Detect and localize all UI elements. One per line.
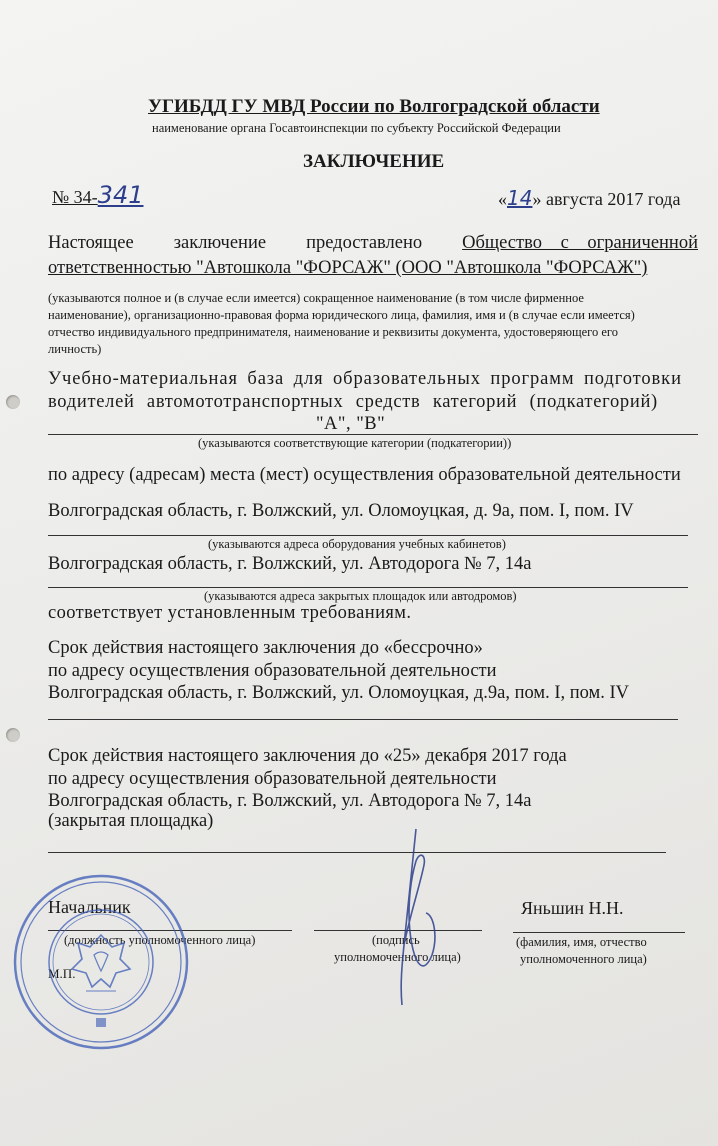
validity-2-underline (48, 852, 666, 853)
handwritten-signature-icon (380, 825, 450, 1010)
document-date (498, 186, 680, 210)
document-number (52, 181, 143, 209)
position-caption: (должность уполномоченного лица) (64, 933, 256, 947)
date-rest: » августа 2017 года (532, 189, 681, 209)
date-day-handwritten: 14 (507, 186, 533, 210)
base-categories: "А", "В" (316, 414, 386, 434)
stamp-place-mark: М.П. (48, 966, 76, 981)
binder-hole-bottom (6, 728, 20, 742)
document-title: ЗАКЛЮЧЕНИЕ (303, 151, 445, 172)
address-2-underline (48, 587, 688, 588)
intro-word-3: предоставлено (306, 233, 423, 253)
conformity-statement: соответствует установленным требованиям. (48, 603, 412, 623)
address-1-caption: (указываются адреса оборудования учебных кабинетов) (208, 537, 506, 551)
address-2: Волгоградская область, г. Волжский, ул. Автодорога № 7, 14а (48, 554, 532, 574)
intro-caption-2: наименование), организационно-правовая форма юридического лица, фамилия, имя и (в случае если имеется) (48, 308, 635, 322)
authority-name: УГИБДД ГУ МВД России по Волгоградской области (148, 96, 600, 117)
signature-caption-1: (подпись (372, 933, 420, 947)
name-caption-2: уполномоченного лица) (520, 952, 647, 966)
validity-1-line-1: Срок действия настоящего заключения до «бессрочно» (48, 638, 483, 658)
official-stamp-icon (12, 873, 190, 1051)
validity-2-line-4: (закрытая площадка) (48, 811, 214, 831)
signatory-position: Начальник (48, 897, 131, 917)
address-1: Волгоградская область, г. Волжский, ул. Оломоуцкая, д. 9а, пом. I, пом. IV (48, 501, 634, 521)
number-prefix: № 34- (52, 187, 98, 207)
base-caption: (указываются соответствующие категории (подкатегории)) (198, 436, 512, 450)
intro-word-1: Настоящее (48, 233, 134, 253)
validity-1-line-3: Волгоградская область, г. Волжский, ул. Оломоуцкая, д.9а, пом. I, пом. IV (48, 683, 630, 703)
signatory-name: Яньшин Н.Н. (521, 898, 624, 918)
validity-2-line-1: Срок действия настоящего заключения до «25» декабря 2017 года (48, 746, 567, 766)
base-line-2: водителей автомототранспортных средств категорий (подкатегорий) (48, 392, 658, 412)
intro-org-start: Общество с ограниченной (462, 233, 698, 253)
validity-1-underline (48, 719, 678, 720)
number-handwritten: 341 (97, 181, 144, 209)
address-1-underline (48, 535, 688, 536)
intro-word-2: заключение (173, 233, 267, 253)
intro-caption-4: личность) (48, 342, 102, 356)
validity-2-line-3: Волгоградская область, г. Волжский, ул. Автодорога № 7, 14а (48, 791, 532, 811)
address-intro: по адресу (адресам) места (мест) осуществления образовательной деятельности (48, 465, 681, 485)
binder-hole-top (6, 395, 20, 409)
validity-2-line-2: по адресу осуществления образовательной деятельности (48, 769, 497, 789)
base-line-1: Учебно-материальная база для образовательных программ подготовки (48, 369, 682, 389)
intro-caption-1: (указываются полное и (в случае если имеется) сокращенное наименование (в том числе фирменное (48, 291, 584, 305)
intro-caption-3: отчество индивидуального предпринимателя, наименование и реквизиты документа, удостоверяющего его (48, 325, 618, 339)
categories-underline (48, 434, 698, 435)
name-line (513, 932, 685, 933)
intro-line-1 (48, 233, 698, 254)
address-2-caption: (указываются адреса закрытых площадок или автодромов) (204, 589, 517, 603)
date-open-quote: « (498, 189, 507, 209)
intro-org-line-2: ответственностью "Автошкола "ФОРСАЖ" (ООО "Автошкола "ФОРСАЖ") (48, 258, 648, 278)
authority-caption: наименование органа Госавтоинспекции по субъекту Российской Федерации (152, 121, 561, 135)
validity-1-line-2: по адресу осуществления образовательной деятельности (48, 661, 497, 681)
signature-caption-2: уполномоченного лица) (334, 950, 461, 964)
name-caption-1: (фамилия, имя, отчество (516, 935, 647, 949)
